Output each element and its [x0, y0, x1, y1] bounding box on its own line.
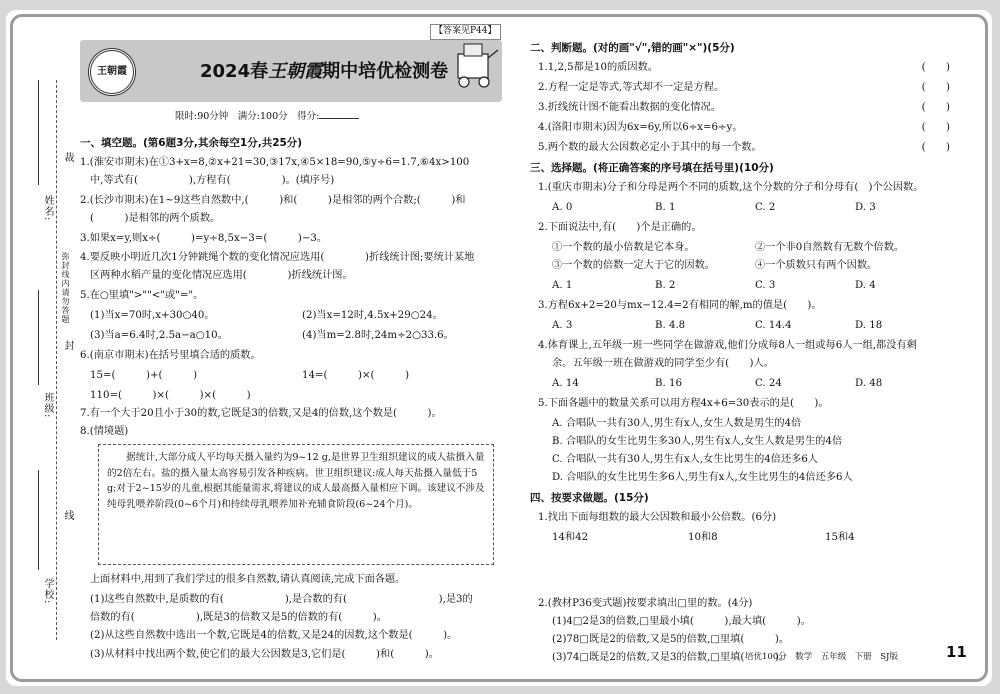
exam-title: 2024春王朝霞期中培优检测卷 — [200, 61, 449, 82]
choice-2-option-a[interactable]: A. 1 — [552, 280, 573, 291]
section-2-title: 二、判断题。(对的画"√",错的画"×")(5分) — [530, 42, 735, 54]
q5-item-1: (1)当x=70时,x+30○40。 — [90, 310, 215, 321]
choice-4-option-d[interactable]: D. 48 — [855, 378, 883, 389]
choice-5-option-c[interactable]: C. 合唱队一共有30人,男生有x人,女生比男生的4倍还多6人 — [552, 454, 818, 465]
binding-margin — [0, 0, 78, 676]
section-1-title: 一、填空题。(第6题3分,其余每空1分,共25分) — [80, 137, 303, 149]
class-blank — [38, 290, 39, 385]
q8-part3: (3)从材料中找出两个数,使它们的最大公因数是3,它们是( )和( )。 — [90, 649, 439, 660]
section-4-title: 四、按要求做题。(15分) — [530, 492, 649, 504]
q8-part1-line1: (1)这些自然数中,是质数的有( ),是合数的有( ),是3的 — [90, 594, 473, 605]
school-label: 学校: — [42, 578, 53, 605]
judge-2-answer[interactable]: ( ) — [921, 82, 950, 93]
reading-material-box: 据统计,大部分成人平均每天摄入量约为9~12 g,是世界卫生组织建议的成人盐摄入量的2倍左右。盐的摄入量太高容易引发各种疾病。世卫组织建议:成人每天盐摄入量低于5 g;对于2~15岁的儿童,根据其能量需求,将建议的成人最高摄入量相应下调。该建议不涉及纯母乳喂养阶段(0~6个月)和持续母乳喂养加补充辅食阶段(6~24个月)。 — [98, 444, 494, 565]
q1-line2: 中,等式有( ),方程有( )。(填序号) — [90, 175, 335, 186]
choice-4-line2: 余。五年级一班在做游戏的同学至少有( )人。 — [552, 358, 774, 369]
q6: 6.(南京市期末)在括号里填合适的质数。 — [80, 350, 261, 361]
choice-2-statement-3: ③一个数的倍数一定大于它的因数。 — [552, 260, 715, 271]
judge-1: 1.1,2,5都是10的质因数。 — [538, 62, 658, 73]
q2-line2: ( )是相邻的两个质数。 — [90, 213, 221, 224]
judge-1-answer[interactable]: ( ) — [921, 62, 950, 73]
judge-3: 3.折线统计图不能看出数据的变化情况。 — [538, 102, 721, 113]
q4-line2: 区两种水稻产量的变化情况应选用( )折线统计图。 — [90, 270, 353, 281]
q8-part1-line2: 倍数的有( ),既是3的倍数又是5的倍数的有( )。 — [90, 612, 387, 623]
problem-2: 2.(教材P36变式题)按要求填出□里的数。(4分) — [538, 598, 753, 609]
q6-item-2: 14=( )×( ) — [302, 370, 410, 381]
seal-line — [56, 80, 57, 640]
answer-reference: 【答案见P44】 — [430, 24, 501, 40]
judge-4: 4.(洛阳市期末)因为6x=6y,所以6÷x=6÷y。 — [538, 122, 743, 133]
choice-1-option-c[interactable]: C. 2 — [755, 202, 776, 213]
choice-2-option-c[interactable]: C. 3 — [755, 280, 776, 291]
page-number: 11 — [946, 643, 967, 661]
cart-illustration-icon — [452, 40, 500, 96]
q8-intro: 上面材料中,用到了我们学过的很多自然数,请认真阅读,完成下面各题。 — [90, 574, 406, 585]
choice-5-option-d[interactable]: D. 合唱队的女生比男生多6人,男生有x人,女生比男生的4倍还多6人 — [552, 472, 853, 483]
judge-3-answer[interactable]: ( ) — [921, 102, 950, 113]
choice-5-option-a[interactable]: A. 合唱队一共有30人,男生有x人,女生人数是男生的4倍 — [552, 418, 802, 429]
name-label: 姓名: — [42, 195, 53, 222]
choice-4-line1: 4.体育课上,五年级一班一些同学在做游戏,他们分成每8人一组或每6人一组,都没有剩 — [538, 340, 917, 351]
cut-mark-1: 裁 — [62, 152, 73, 163]
choice-2-statement-4: ④一个质数只有两个因数。 — [755, 260, 878, 271]
choice-3-option-c[interactable]: C. 14.4 — [755, 320, 792, 331]
seal-note: 弥封线内请勿答题 — [61, 252, 70, 324]
choice-1: 1.(重庆市期末)分子和分母是两个不同的质数,这个分数的分子和分母有( )个公因数。 — [538, 182, 924, 193]
choice-4-option-c[interactable]: C. 24 — [755, 378, 782, 389]
problem-2-item-1: (1)4□2是3的倍数,□里最小填( ),最大填( )。 — [552, 616, 811, 627]
choice-5: 5.下面各题中的数量关系可以用方程4x+6=30表示的是( )。 — [538, 398, 829, 409]
choice-2-option-b[interactable]: B. 2 — [655, 280, 676, 291]
choice-4-option-b[interactable]: B. 16 — [655, 378, 682, 389]
judge-5: 5.两个数的最大公因数必定小于其中的每一个数。 — [538, 142, 762, 153]
q8-part2: (2)从这些自然数中选出一个数,它既是4的倍数,又是24的因数,这个数是( )。 — [90, 630, 458, 641]
judge-4-answer[interactable]: ( ) — [921, 122, 950, 133]
q5-item-4: (4)当m=2.8时,24m÷2○33.6。 — [302, 330, 454, 341]
q2-line1: 2.(长沙市期末)在1~9这些自然数中,( )和( )是相邻的两个合数;( )和 — [80, 195, 466, 206]
school-blank — [38, 470, 39, 570]
judge-2: 2.方程一定是等式,等式却不一定是方程。 — [538, 82, 725, 93]
q6-item-3: 110=( )×( )×( ) — [90, 390, 251, 401]
q5: 5.在○里填">""<"或"="。 — [80, 290, 204, 301]
q5-item-2: (2)当x=12时,4.5x+29○24。 — [302, 310, 443, 321]
problem-2-item-2: (2)78□既是2的倍数,又是5的倍数,□里填( )。 — [552, 634, 790, 645]
choice-3-option-d[interactable]: D. 18 — [855, 320, 883, 331]
cut-mark-3: 线 — [62, 510, 73, 521]
choice-3-option-b[interactable]: B. 4.8 — [655, 320, 686, 331]
footer-info: 培优100分 数学 五年级 下册 SJ版 — [745, 652, 898, 662]
problem-2-item-3: (3)74□既是2的倍数,又是3的倍数,□里填( )。 — [552, 652, 790, 663]
problem-1-pair-1: 14和42 — [552, 532, 589, 543]
q6-item-1: 15=( )+( ) — [90, 370, 198, 381]
choice-2-statement-2: ②一个非0自然数有无数个倍数。 — [755, 242, 905, 253]
choice-1-option-d[interactable]: D. 3 — [855, 202, 876, 213]
choice-3: 3.方程6x+2=20与mx−12.4=2有相同的解,m的值是( )。 — [538, 300, 822, 311]
choice-2-option-d[interactable]: D. 4 — [855, 280, 876, 291]
q7: 7.有一个大于20且小于30的数,它既是3的倍数,又是4的倍数,这个数是( )。 — [80, 408, 442, 419]
problem-1-pair-2: 10和8 — [688, 532, 718, 543]
section-3-title: 三、选择题。(将正确答案的序号填在括号里)(10分) — [530, 162, 774, 174]
name-blank — [38, 80, 39, 185]
judge-5-answer[interactable]: ( ) — [921, 142, 950, 153]
choice-1-option-b[interactable]: B. 1 — [655, 202, 676, 213]
exam-meta: 限时:90分钟 满分:100分 得分: — [175, 110, 359, 125]
q5-item-3: (3)当a=6.4时,2.5a−a○10。 — [90, 330, 228, 341]
brand-logo: 王朝霞 — [88, 48, 136, 96]
q3: 3.如果x=y,则x÷( )=y÷8,5x−3=( )−3。 — [80, 233, 328, 244]
choice-2: 2.下面说法中,有( )个是正确的。 — [538, 222, 702, 233]
problem-1: 1.找出下面每组数的最大公因数和最小公倍数。(6分) — [538, 512, 777, 523]
choice-4-option-a[interactable]: A. 14 — [552, 378, 579, 389]
q1-line1: 1.(淮安市期末)在①3+x=8,②x+21=30,③17x,④5×18=90,⑤y÷6=1.7,⑥4x>100 — [80, 157, 470, 168]
choice-2-statement-1: ①一个数的最小倍数是它本身。 — [552, 242, 695, 253]
cut-mark-2: 封 — [62, 340, 73, 351]
choice-3-option-a[interactable]: A. 3 — [552, 320, 573, 331]
problem-1-pair-3: 15和4 — [825, 532, 855, 543]
choice-5-option-b[interactable]: B. 合唱队的女生比男生多30人,男生有x人,女生人数是男生的4倍 — [552, 436, 843, 447]
q8: 8.(情境题) — [80, 426, 129, 437]
choice-1-option-a[interactable]: A. 0 — [552, 202, 573, 213]
q4-line1: 4.要反映小明近几次1分钟跳绳个数的变化情况应选用( )折线统计图;要统计某地 — [80, 252, 475, 263]
class-label: 班级: — [42, 392, 53, 419]
